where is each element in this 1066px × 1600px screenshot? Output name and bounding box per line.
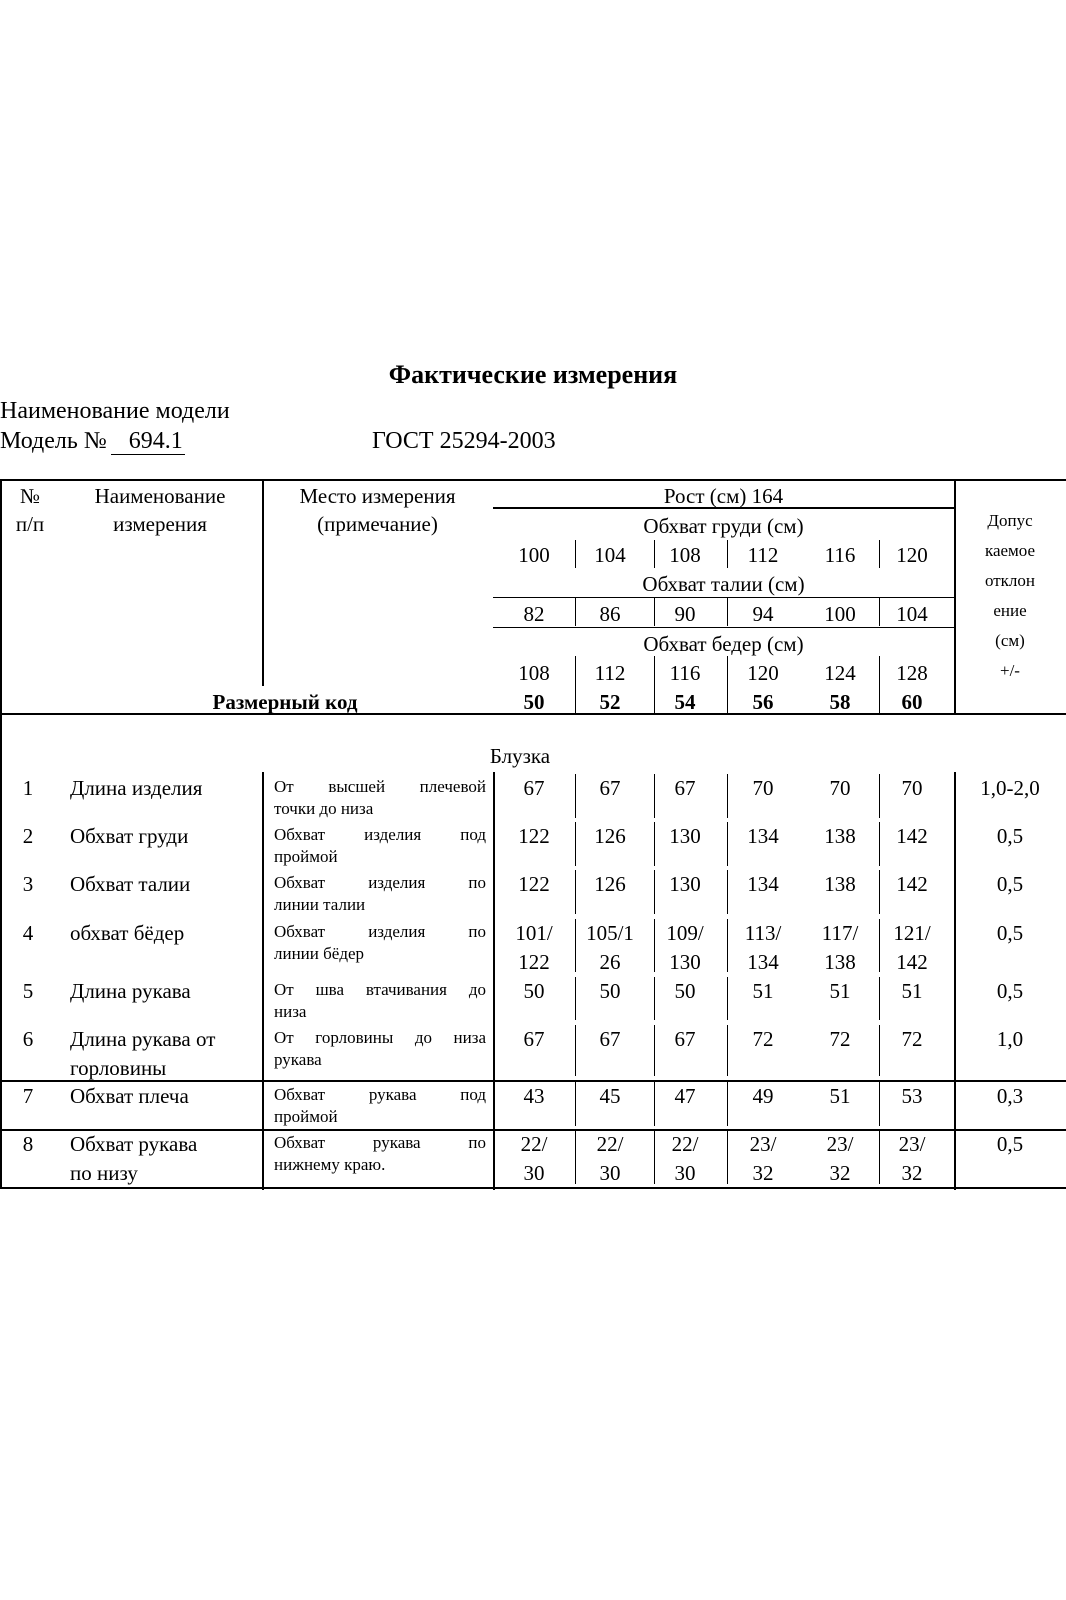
row-note: нижнему краю. <box>274 1155 386 1174</box>
row-value: 109/ <box>666 921 704 945</box>
row-value: 53 <box>901 1084 923 1108</box>
col-divider-place-body <box>262 772 264 1190</box>
value-separator <box>727 774 728 818</box>
row-value: 134 <box>747 950 779 974</box>
header-tolerance: каемое <box>984 541 1036 560</box>
row-value: 142 <box>896 950 928 974</box>
row-value: 134 <box>747 872 779 896</box>
row-name: Обхват талии <box>70 872 191 896</box>
value-separator <box>727 977 728 1020</box>
row-value: 122 <box>518 872 550 896</box>
row-name: Обхват рукава <box>70 1132 198 1156</box>
value-separator <box>879 822 880 866</box>
row-value: 72 <box>829 1027 851 1051</box>
row-note: От шва втачивания до <box>274 980 486 999</box>
value-separator <box>879 1025 880 1076</box>
row-value: 138 <box>824 872 856 896</box>
value-separator <box>654 1082 655 1126</box>
header-num: п/п <box>15 512 45 536</box>
waist-value: 90 <box>674 602 696 626</box>
waist-bottom-rule <box>493 627 954 628</box>
row-name: Длина рукава от <box>70 1027 216 1051</box>
row-value: 70 <box>829 776 851 800</box>
row-value: 22/ <box>671 1132 699 1156</box>
row-value: 67 <box>674 776 696 800</box>
hips-value: 112 <box>594 661 626 685</box>
row-note: Обхват изделия по <box>274 873 486 892</box>
row-name: горловины <box>70 1056 167 1080</box>
header-tolerance: (см) <box>995 631 1025 650</box>
table-top-border <box>0 479 1066 481</box>
row-value: 43 <box>523 1084 545 1108</box>
bust-value: 120 <box>896 543 928 567</box>
row-value: 130 <box>669 824 701 848</box>
row-name: Обхват груди <box>70 824 189 848</box>
value-separator <box>727 1082 728 1126</box>
row-value: 47 <box>674 1084 696 1108</box>
header-name: измерения <box>113 512 207 536</box>
row-value: 30 <box>523 1161 545 1185</box>
waist-top-rule <box>493 597 954 598</box>
table-bottom-border <box>0 1187 1066 1189</box>
header-name: Наименование <box>94 484 226 508</box>
value-separator <box>654 1130 655 1184</box>
hips-value: 116 <box>669 661 701 685</box>
row-name: Длина изделия <box>70 776 203 800</box>
row-value: 51 <box>752 979 774 1003</box>
row-value: 51 <box>829 979 851 1003</box>
row-value: 72 <box>901 1027 923 1051</box>
row-num: 3 <box>22 872 34 896</box>
row-note: линии талии <box>274 895 366 914</box>
hips-value: 128 <box>896 661 928 685</box>
row-num: 4 <box>22 921 34 945</box>
row-name: Длина рукава <box>70 979 191 1003</box>
size-code-value: 54 <box>674 690 696 714</box>
value-separator <box>575 1130 576 1184</box>
row-rule <box>0 1080 1066 1082</box>
value-separator <box>654 1025 655 1076</box>
row-value: 23/ <box>898 1132 926 1156</box>
row-value: 138 <box>824 824 856 848</box>
row-num: 1 <box>22 776 34 800</box>
row-value: 122 <box>518 824 550 848</box>
row-value: 23/ <box>826 1132 854 1156</box>
row-value: 130 <box>669 950 701 974</box>
value-separator <box>575 822 576 866</box>
row-rule <box>0 1129 1066 1131</box>
row-note: Обхват рукава по <box>274 1133 486 1152</box>
row-value: 121/ <box>893 921 931 945</box>
value-separator <box>879 977 880 1020</box>
row-tolerance: 1,0-2,0 <box>980 776 1040 800</box>
row-value: 22/ <box>520 1132 548 1156</box>
row-value: 22/ <box>596 1132 624 1156</box>
size-code-value: 52 <box>599 690 621 714</box>
row-value: 50 <box>523 979 545 1003</box>
row-value: 30 <box>599 1161 621 1185</box>
row-value: 130 <box>669 872 701 896</box>
row-value: 26 <box>599 950 621 974</box>
row-note: точки до низа <box>274 799 374 818</box>
section-title: Блузка <box>489 744 551 768</box>
waist-value: 94 <box>752 602 774 626</box>
model-number: 694.1 <box>111 428 185 455</box>
value-separator <box>727 870 728 914</box>
value-separator <box>879 1082 880 1126</box>
bust-value: 104 <box>594 543 626 567</box>
waist-value: 104 <box>896 602 928 626</box>
row-note: линии бёдер <box>274 944 365 963</box>
row-value: 142 <box>896 872 928 896</box>
row-value: 51 <box>901 979 923 1003</box>
row-num: 6 <box>22 1027 34 1051</box>
row-value: 101/ <box>515 921 553 945</box>
row-value: 45 <box>599 1084 621 1108</box>
waist-value: 86 <box>599 602 621 626</box>
header-tolerance: ение <box>993 601 1027 620</box>
waist-value: 100 <box>824 602 856 626</box>
value-separator <box>575 870 576 914</box>
row-value: 67 <box>674 1027 696 1051</box>
row-tolerance: 0,5 <box>996 921 1024 945</box>
row-name: обхват бёдер <box>70 921 185 945</box>
header-hips-label: Обхват бедер (см) <box>643 632 804 656</box>
value-separator <box>879 774 880 818</box>
value-separator <box>575 1082 576 1126</box>
hips-value: 120 <box>747 661 779 685</box>
row-name: по низу <box>70 1161 138 1185</box>
row-value: 117/ <box>821 921 859 945</box>
row-note: проймой <box>274 1107 338 1126</box>
row-value: 51 <box>829 1084 851 1108</box>
row-num: 7 <box>22 1084 34 1108</box>
header-tolerance: +/- <box>1000 661 1020 680</box>
bust-value: 100 <box>518 543 550 567</box>
size-code-value: 50 <box>523 690 545 714</box>
row-value: 126 <box>594 872 626 896</box>
row-value: 49 <box>752 1084 774 1108</box>
row-note: Обхват рукава под <box>274 1085 486 1104</box>
model-line <box>0 428 185 455</box>
size-code-value: 60 <box>901 690 923 714</box>
bust-value: 116 <box>824 543 856 567</box>
hips-value: 108 <box>518 661 550 685</box>
value-separator <box>879 919 880 972</box>
model-name-label: Наименование модели <box>0 398 230 424</box>
row-value: 32 <box>829 1161 851 1185</box>
value-separator <box>654 919 655 972</box>
value-separator <box>575 774 576 818</box>
value-separator <box>654 977 655 1020</box>
row-num: 5 <box>22 979 34 1003</box>
size-code-value: 58 <box>829 690 851 714</box>
row-num: 2 <box>22 824 34 848</box>
bust-value: 112 <box>747 543 779 567</box>
row-value: 113/ <box>744 921 782 945</box>
row-value: 105/1 <box>586 921 634 945</box>
row-value: 50 <box>599 979 621 1003</box>
row-value: 138 <box>824 950 856 974</box>
row-tolerance: 0,3 <box>996 1084 1024 1108</box>
row-value: 126 <box>594 824 626 848</box>
row-name: Обхват плеча <box>70 1084 189 1108</box>
model-label: Модель № <box>0 428 107 454</box>
row-value: 50 <box>674 979 696 1003</box>
header-height: Рост (см) 164 <box>663 484 784 508</box>
row-value: 134 <box>747 824 779 848</box>
row-note: От горловины до низа <box>274 1028 486 1047</box>
row-tolerance: 0,5 <box>996 979 1024 1003</box>
header-waist-label: Обхват талии (см) <box>642 572 805 596</box>
value-separator <box>727 1025 728 1076</box>
size-code-label: Размерный код <box>212 690 358 714</box>
row-note: От высшей плечевой <box>274 777 486 796</box>
row-value: 67 <box>599 776 621 800</box>
header-bust-label: Обхват груди (см) <box>643 514 804 538</box>
row-tolerance: 0,5 <box>996 872 1024 896</box>
row-value: 32 <box>901 1161 923 1185</box>
value-separator <box>575 919 576 972</box>
value-separator <box>727 919 728 972</box>
value-separator <box>654 822 655 866</box>
value-separator <box>575 977 576 1020</box>
value-separator <box>654 774 655 818</box>
size-code-value: 56 <box>752 690 774 714</box>
gost-label: ГОСТ 25294-2003 <box>372 428 556 454</box>
row-value: 67 <box>599 1027 621 1051</box>
row-value: 70 <box>752 776 774 800</box>
row-value: 67 <box>523 1027 545 1051</box>
row-value: 67 <box>523 776 545 800</box>
row-value: 122 <box>518 950 550 974</box>
row-note: низа <box>274 1002 307 1021</box>
row-note: рукава <box>274 1050 322 1069</box>
value-separator <box>727 822 728 866</box>
value-separator <box>654 870 655 914</box>
value-separator <box>575 1025 576 1076</box>
row-value: 142 <box>896 824 928 848</box>
page-title: Фактические измерения <box>388 360 678 389</box>
row-num: 8 <box>22 1132 34 1156</box>
value-separator <box>879 1130 880 1184</box>
hips-value: 124 <box>824 661 856 685</box>
row-tolerance: 0,5 <box>996 824 1024 848</box>
row-note: Обхват изделия под <box>274 825 486 844</box>
row-note: проймой <box>274 847 338 866</box>
value-separator <box>879 870 880 914</box>
waist-value: 82 <box>523 602 545 626</box>
value-separator <box>727 1130 728 1184</box>
col-divider-values-body <box>493 772 495 1190</box>
row-value: 72 <box>752 1027 774 1051</box>
header-place: Место измерения <box>299 484 456 508</box>
header-place: (примечание) <box>317 512 438 536</box>
header-tolerance: Допус <box>987 511 1033 530</box>
row-value: 70 <box>901 776 923 800</box>
row-value: 30 <box>674 1161 696 1185</box>
col-divider-place <box>262 479 264 686</box>
row-value: 32 <box>752 1161 774 1185</box>
bust-value: 108 <box>669 543 701 567</box>
row-tolerance: 1,0 <box>996 1027 1024 1051</box>
header-num: № <box>19 484 41 508</box>
header-tolerance: отклон <box>984 571 1036 590</box>
row-tolerance: 0,5 <box>996 1132 1024 1156</box>
row-note: Обхват изделия по <box>274 922 486 941</box>
row-value: 23/ <box>749 1132 777 1156</box>
